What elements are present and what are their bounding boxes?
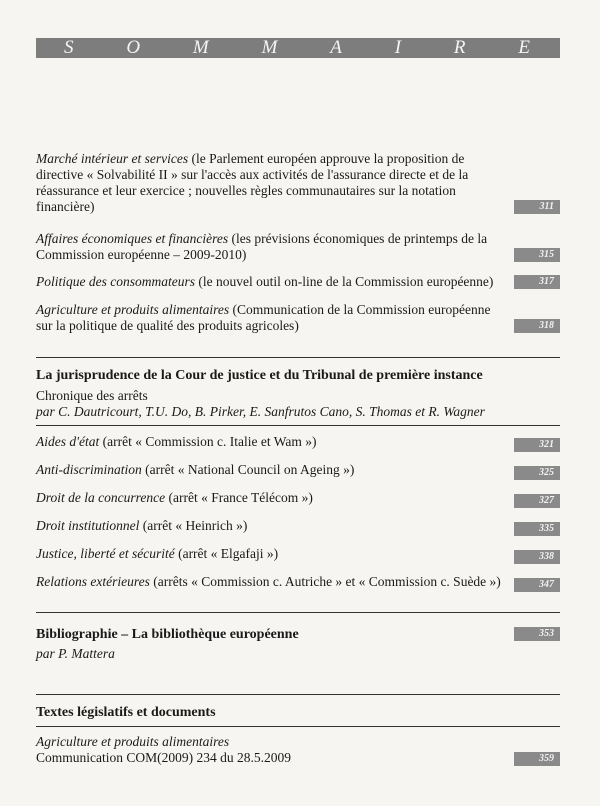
page-number-badge: 315	[514, 248, 560, 262]
toc-entry[interactable]	[36, 490, 560, 506]
page-number-badge: 317	[514, 275, 560, 289]
entry-topic: Politique des consommateurs	[36, 274, 195, 289]
banner-letter: O	[126, 37, 141, 58]
page-number-badge: 353	[514, 627, 560, 641]
entry-description: (arrêt « Heinrich »)	[139, 518, 248, 533]
entry-description: (arrêt « Elgafaji »)	[174, 546, 279, 561]
page-number-badge: 311	[514, 200, 560, 214]
toc-entry[interactable]	[36, 546, 560, 562]
banner-letter: S	[64, 37, 74, 58]
toc-entry[interactable]	[36, 574, 560, 590]
section-title: Bibliographie – La bibliothèque européenne	[36, 627, 299, 642]
page-number-badge: 347	[514, 578, 560, 592]
toc-entry[interactable]	[36, 274, 560, 290]
banner-letter: M	[261, 37, 278, 58]
subsection-divider	[36, 726, 560, 727]
banner-letter: M	[192, 37, 209, 58]
entry-topic: Agriculture et produits alimentaires	[36, 734, 230, 749]
sommaire-banner	[36, 38, 560, 58]
page-number-badge: 325	[514, 466, 560, 480]
entry-topic: Droit de la concurrence	[36, 490, 166, 505]
banner-letter: E	[518, 37, 530, 58]
toc-entry[interactable]	[36, 626, 560, 643]
page-number-badge: 338	[514, 550, 560, 564]
section-divider	[36, 357, 560, 358]
entry-topic: Relations extérieures	[36, 574, 150, 589]
banner-letter: A	[330, 37, 342, 58]
toc-entry[interactable]	[36, 434, 560, 450]
toc-entry[interactable]	[36, 734, 560, 766]
section-authors: par P. Mattera	[36, 646, 115, 661]
entry-topic: Aides d'état	[36, 434, 100, 449]
toc-entry[interactable]	[36, 462, 560, 478]
entry-description: (Communication de la Commission européenne sur la politique de qualité des produits agricoles)	[36, 302, 491, 333]
page-number-badge: 318	[514, 319, 560, 333]
entry-topic: Anti-discrimination	[36, 462, 142, 477]
toc-entry[interactable]	[36, 302, 560, 334]
subsection-divider	[36, 425, 560, 426]
entry-topic: Agriculture et produits alimentaires	[36, 302, 230, 317]
page-number-badge: 321	[514, 438, 560, 452]
section-authors: par C. Dautricourt, T.U. Do, B. Pirker, E. Sanfrutos Cano, S. Thomas et R. Wagner	[36, 404, 485, 419]
entry-topic: Marché intérieur et services	[36, 151, 189, 166]
entry-topic: Droit institutionnel	[36, 518, 140, 533]
section-title: Textes législatifs et documents	[36, 705, 216, 720]
banner-letter: R	[453, 37, 466, 58]
entry-topic: Justice, liberté et sécurité	[36, 546, 175, 561]
banner-letter: I	[394, 37, 402, 58]
entry-description: (arrêt « National Council on Ageing »)	[141, 462, 355, 477]
entry-description: (arrêts « Commission c. Autriche » et « Commission c. Suède »)	[149, 574, 501, 589]
toc-entry[interactable]	[36, 518, 560, 534]
section-divider	[36, 612, 560, 613]
entry-description: Communication COM(2009) 234 du 28.5.2009	[36, 750, 291, 765]
entry-description: (arrêt « Commission c. Italie et Wam »)	[99, 434, 317, 449]
entry-description: (les prévisions économiques de printemps de la Commission européenne – 2009-2010)	[36, 231, 488, 262]
section-divider	[36, 694, 560, 695]
section-subtitle: Chronique des arrêts	[36, 388, 148, 403]
toc-entry[interactable]	[36, 151, 560, 215]
page-number-badge: 359	[514, 752, 560, 766]
entry-description: (le nouvel outil on-line de la Commission européenne)	[194, 274, 494, 289]
entry-description: (le Parlement européen approuve la proposition de directive « Solvabilité II » sur l'accès aux activités de l'assurance directe et de la réassurance et leur exercice ; nouvelles règles communautaires sur la notation financière)	[36, 151, 469, 214]
page-number-badge: 335	[514, 522, 560, 536]
entry-description: (arrêt « France Télécom »)	[165, 490, 313, 505]
entry-topic: Affaires économiques et financières	[36, 231, 229, 246]
page-number-badge: 327	[514, 494, 560, 508]
toc-entry[interactable]	[36, 231, 560, 263]
section-title: La jurisprudence de la Cour de justice et du Tribunal de première instance	[36, 368, 483, 383]
